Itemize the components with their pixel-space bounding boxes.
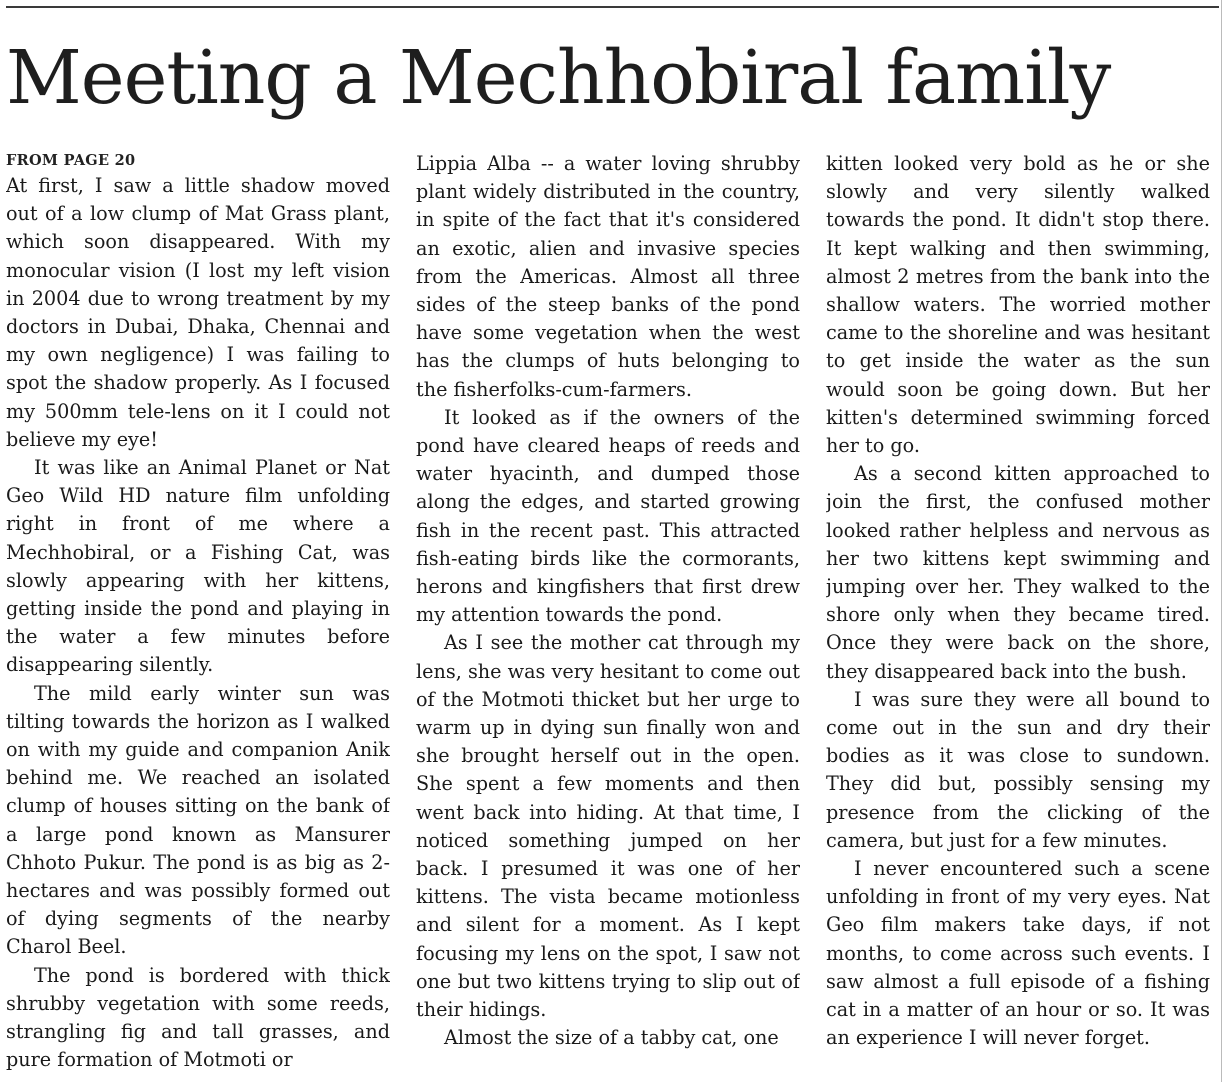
paragraph: As I see the mother cat through my lens, she was very hesitant to come out of the Motmoti thicket but her urge to warm up in dying sun finally won and she brought herself out in the open. She spent a few moments and then went back into hiding. At that time, I noticed something jumped on her back. I presumed it was one of her kittens. The vista became motionless and silent for a moment. As I kept focusing my lens on the spot, I saw not one but two kittens trying to slip out of their hidings. bbox=[416, 631, 800, 1022]
paragraph: It looked as if the owners of the pond have cleared heaps of reeds and water hyacinth, and dumped those along the edges, and started growing fish in the recent past. This attracted fish-eating birds like the cormorants, herons and kingfishers that first drew my attention towards the pond. bbox=[416, 405, 800, 627]
headline: Meeting a Mechhobiral family bbox=[6, 35, 1111, 121]
paragraph: I never encountered such a scene unfolding in front of my very eyes. Nat Geo film makers take days, if not months, to come across such events. I saw almost a full episode of a fishing cat in a matter of an hour or so. It was an experience I will never forget. bbox=[826, 857, 1210, 1050]
paragraph: Almost the size of a tabby cat, one bbox=[444, 1026, 779, 1050]
paragraph: As a second kitten approached to join the first, the confused mother looked rather helpless and nervous as her two kittens kept swimming and jumping over her. They walked to the shore only when they became tired. Once they were back on the shore, they disappeared back into the bush. bbox=[826, 462, 1210, 683]
paragraph: Lippia Alba -- a water loving shrubby plant widely distributed in the country, in spite of the fact that it's considered an exotic, alien and invasive species from the Americas. Almost all three sides of the steep banks of the pond have some vegetation when the west has the clumps of huts belonging to the fisherfolks-cum-farmers. bbox=[416, 152, 800, 401]
paragraph: At first, I saw a little shadow moved out of a low clump of Mat Grass plant, which soon disappeared. With my monocular vision (I lost my left vision in 2004 due to wrong treatment by my doctors in Dubai, Dhaka, Chennai and my own negligence) I was failing to spot the shadow properly. As I focused my 500mm tele-lens on it I could not believe my eye! bbox=[6, 174, 390, 451]
paragraph: I was sure they were all bound to come out in the sun and dry their bodies as it was close to sundown. They did but, possibly sensing my presence from the clicking of the camera, but just for a few minutes. bbox=[826, 687, 1210, 852]
paragraph: The pond is bordered with thick shrubby vegetation with some reeds, strangling fig and tall grasses, and pure formation of Motmoti or bbox=[6, 963, 390, 1072]
article-body bbox=[0, 150, 1225, 1082]
top-rule bbox=[6, 6, 1219, 8]
paragraph: kitten looked very bold as he or she slowly and very silently walked towards the pond. It didn't stop there. It kept walking and then swimming, almost 2 metres from the bank into the shallow waters. The worried mother came to the shoreline and was hesitant to get inside the water as the sun would soon be going down. But her kitten's determined swimming forced her to go. bbox=[826, 152, 1210, 458]
paragraph: It was like an Animal Planet or Nat Geo Wild HD nature film unfolding right in front of me where a Mechhobiral, or a Fishing Cat, was slowly appearing with her kittens, getting inside the pond and playing in the water a few minutes before disappearing silently. bbox=[6, 456, 390, 677]
article-column-3 bbox=[826, 150, 1210, 1082]
article-column-1 bbox=[6, 150, 390, 1082]
continued-from-kicker: FROM PAGE 20 bbox=[6, 152, 136, 169]
article-column-2 bbox=[416, 150, 800, 1082]
paragraph: The mild early winter sun was tilting towards the horizon as I walked on with my guide and companion Anik behind me. We reached an isolated clump of houses sitting on the bank of a large pond known as Mansurer Chhoto Pukur. The pond is as big as 2-hectares and was possibly formed out of dying segments of the nearby Charol Beel. bbox=[6, 681, 390, 959]
